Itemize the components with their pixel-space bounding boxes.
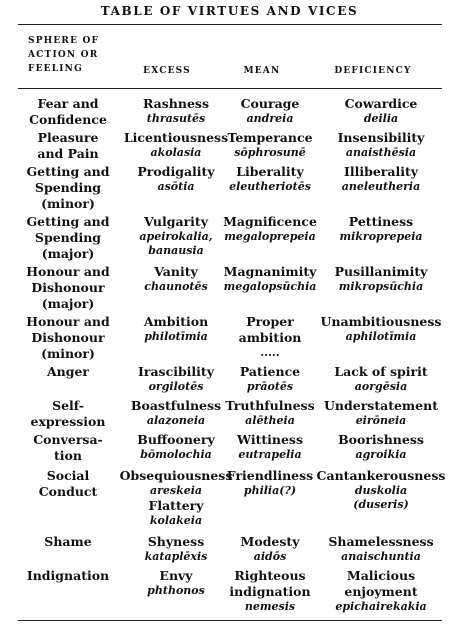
sphere-cell [18, 468, 118, 500]
sphere-line: Self- [52, 398, 84, 413]
sphere-line: and Pain [37, 146, 99, 161]
sphere-cell [18, 364, 118, 380]
mean-greek-term: philia(?) [243, 484, 297, 497]
header-deficiency: DEFICIENCY [334, 66, 412, 76]
deficiency-greek-term: anaisthēsia [345, 146, 417, 159]
deficiency-cell [316, 214, 446, 244]
mean-greek-term: prāotēs [246, 380, 294, 393]
sphere-cell [18, 214, 118, 262]
mean-cell [216, 534, 324, 564]
mean-greek-term: aidōs [253, 550, 287, 563]
mean-greek-term: andreia [246, 112, 294, 125]
mean-cell [216, 568, 324, 614]
page-title: TABLE OF VIRTUES AND VICES [100, 4, 359, 18]
deficiency-greek-term: anaischuntia [341, 550, 421, 563]
excess-greek-term: bōmolochia [140, 448, 212, 461]
excess-term: Buffoonery [137, 432, 215, 447]
sphere-line: tion [54, 448, 82, 463]
excess-greek-term: chaunotēs [144, 280, 208, 293]
mean-greek-term: alētheia [245, 414, 295, 427]
mean-cell [216, 468, 324, 498]
deficiency-greek-term: aneleutheria [341, 180, 421, 193]
deficiency-term: Cowardice [344, 96, 418, 111]
deficiency-cell [316, 534, 446, 564]
header-sphere-line: ACTION OR [28, 50, 99, 60]
deficiency-term: Illiberality [343, 164, 418, 179]
deficiency-greek-term: duskolia [354, 484, 408, 497]
excess-greek-term: apeirokalia, [139, 230, 213, 243]
sphere-line: Spending [34, 230, 102, 245]
mean-term: Liberality [236, 164, 304, 179]
sphere-cell [18, 314, 118, 362]
deficiency-term: Pettiness [348, 214, 414, 229]
sphere-line: Confidence [29, 112, 107, 127]
deficiency-term: Understatement [324, 398, 438, 413]
deficiency-term: Shamelessness [328, 534, 434, 549]
mean-term: Wittiness [237, 432, 303, 447]
excess-greek-term: areskeia [149, 484, 203, 497]
deficiency-cell [316, 398, 446, 428]
sphere-line: Getting and [26, 214, 110, 229]
excess-term: Prodigality [137, 164, 215, 179]
deficiency-greek-term: eirōneia [355, 414, 407, 427]
mean-term: Modesty [240, 534, 300, 549]
deficiency-term: Pusillanimity [334, 264, 428, 279]
sphere-cell [18, 164, 118, 212]
deficiency-greek-term: mikropsūchia [338, 280, 424, 293]
mean-greek-term: ..... [260, 346, 280, 359]
deficiency-cell [316, 432, 446, 462]
excess-term: Obsequiousness [119, 468, 233, 483]
deficiency-cell [316, 468, 446, 512]
top-rule [18, 24, 442, 25]
mean-greek-term: nemesis [244, 600, 296, 613]
deficiency-cell [316, 364, 446, 394]
excess-term: Boastfulness [130, 398, 222, 413]
deficiency-cell [316, 568, 446, 614]
mean-cell [216, 96, 324, 126]
deficiency-greek-term: deilia [363, 112, 399, 125]
excess-term: Vulgarity [144, 214, 208, 229]
deficiency-term: Lack of spirit [334, 364, 428, 379]
mean-cell [216, 164, 324, 194]
sphere-line: Shame [44, 534, 92, 549]
deficiency-greek-term: epichairekakia [335, 600, 427, 613]
excess-greek-term: phthonos [147, 584, 205, 597]
excess-term: Ambition [143, 314, 209, 329]
deficiency-term: Insensibility [337, 130, 425, 145]
mean-cell [216, 130, 324, 160]
excess-term: Shyness [147, 534, 205, 549]
sphere-line: Honour and [26, 314, 110, 329]
excess-term: Envy [159, 568, 193, 583]
sphere-line: Pleasure [37, 130, 99, 145]
deficiency-cell [316, 130, 446, 160]
deficiency-greek-term: mikroprepeia [339, 230, 423, 243]
mean-term: Temperance [227, 130, 313, 145]
mean-cell [216, 364, 324, 394]
excess-term: Licentiousness [123, 130, 229, 145]
mean-term: Patience [239, 364, 301, 379]
mean-cell [216, 314, 324, 360]
excess-greek-term: akolasia [150, 146, 202, 159]
excess-greek-term: kataplēxis [144, 550, 208, 563]
sphere-line: (minor) [41, 196, 95, 211]
mean-term: Friendliness [226, 468, 314, 483]
excess-greek-term: banausia [148, 244, 204, 257]
excess-term: Vanity [154, 264, 198, 279]
excess-greek-term: alazoneia [146, 414, 206, 427]
excess-term: Irascibility [138, 364, 214, 379]
sphere-cell [18, 130, 118, 162]
mean-greek-term: megalopsūchia [223, 280, 317, 293]
deficiency-greek-term: aorgēsia [354, 380, 408, 393]
deficiency-greek-term: (duseris) [353, 498, 409, 511]
mean-term: Truthfulness [225, 398, 315, 413]
sphere-line: (major) [41, 296, 95, 311]
sphere-line: Honour and [26, 264, 110, 279]
sphere-line: Getting and [26, 164, 110, 179]
excess-greek-term: asōtia [157, 180, 195, 193]
sphere-cell [18, 534, 118, 550]
header-sphere-line: FEELING [28, 64, 83, 74]
deficiency-term: enjoyment [344, 584, 418, 599]
excess-greek-term: kolakeia [149, 514, 203, 527]
mean-cell [216, 432, 324, 462]
header-rule [18, 88, 442, 89]
mean-term: indignation [229, 584, 311, 599]
sphere-line: Anger [46, 364, 90, 379]
sphere-cell [18, 96, 118, 128]
excess-greek-term: philotīmia [144, 330, 208, 343]
sphere-line: expression [30, 414, 106, 429]
bottom-rule [18, 620, 442, 621]
mean-cell [216, 264, 324, 294]
mean-cell [216, 214, 324, 244]
mean-greek-term: sōphrosunē [234, 146, 306, 159]
sphere-cell [18, 264, 118, 312]
excess-greek-term: thrasutēs [146, 112, 206, 125]
sphere-line: (minor) [41, 346, 95, 361]
deficiency-cell [316, 314, 446, 344]
deficiency-greek-term: aphilotīmia [345, 330, 417, 343]
sphere-cell [18, 568, 118, 584]
sphere-line: Spending [34, 180, 102, 195]
mean-term: Courage [240, 96, 300, 111]
mean-greek-term: eleutheriotēs [229, 180, 311, 193]
deficiency-cell [316, 164, 446, 194]
deficiency-cell [316, 264, 446, 294]
sphere-line: Dishonour [31, 280, 105, 295]
header-mean: MEAN [243, 66, 281, 76]
mean-term: Magnificence [223, 214, 317, 229]
mean-greek-term: eutrapelia [238, 448, 302, 461]
mean-term: Proper ambition [238, 314, 302, 345]
mean-cell [216, 398, 324, 428]
deficiency-term: Malicious [346, 568, 416, 583]
deficiency-term: Unambitiousness [320, 314, 442, 329]
excess-greek-term: orgilotēs [148, 380, 204, 393]
sphere-line: Social [46, 468, 90, 483]
deficiency-cell [316, 96, 446, 126]
mean-term: Righteous [234, 568, 306, 583]
sphere-line: Indignation [26, 568, 110, 583]
sphere-line: Fear and [37, 96, 99, 111]
sphere-line: Dishonour [31, 330, 105, 345]
excess-term: Flattery [148, 498, 204, 513]
mean-greek-term: megaloprepeia [224, 230, 316, 243]
sphere-line: (major) [41, 246, 95, 261]
header-excess: EXCESS [143, 66, 191, 76]
sphere-cell [18, 432, 118, 464]
sphere-cell [18, 398, 118, 430]
mean-term: Magnanimity [223, 264, 317, 279]
deficiency-greek-term: agroikia [355, 448, 407, 461]
excess-term: Rashness [142, 96, 209, 111]
deficiency-term: Boorishness [338, 432, 424, 447]
sphere-line: Conversa- [33, 432, 103, 447]
deficiency-term: Cantankerousness [316, 468, 446, 483]
sphere-line: Conduct [38, 484, 98, 499]
header-sphere-line: SPHERE OF [28, 36, 100, 46]
